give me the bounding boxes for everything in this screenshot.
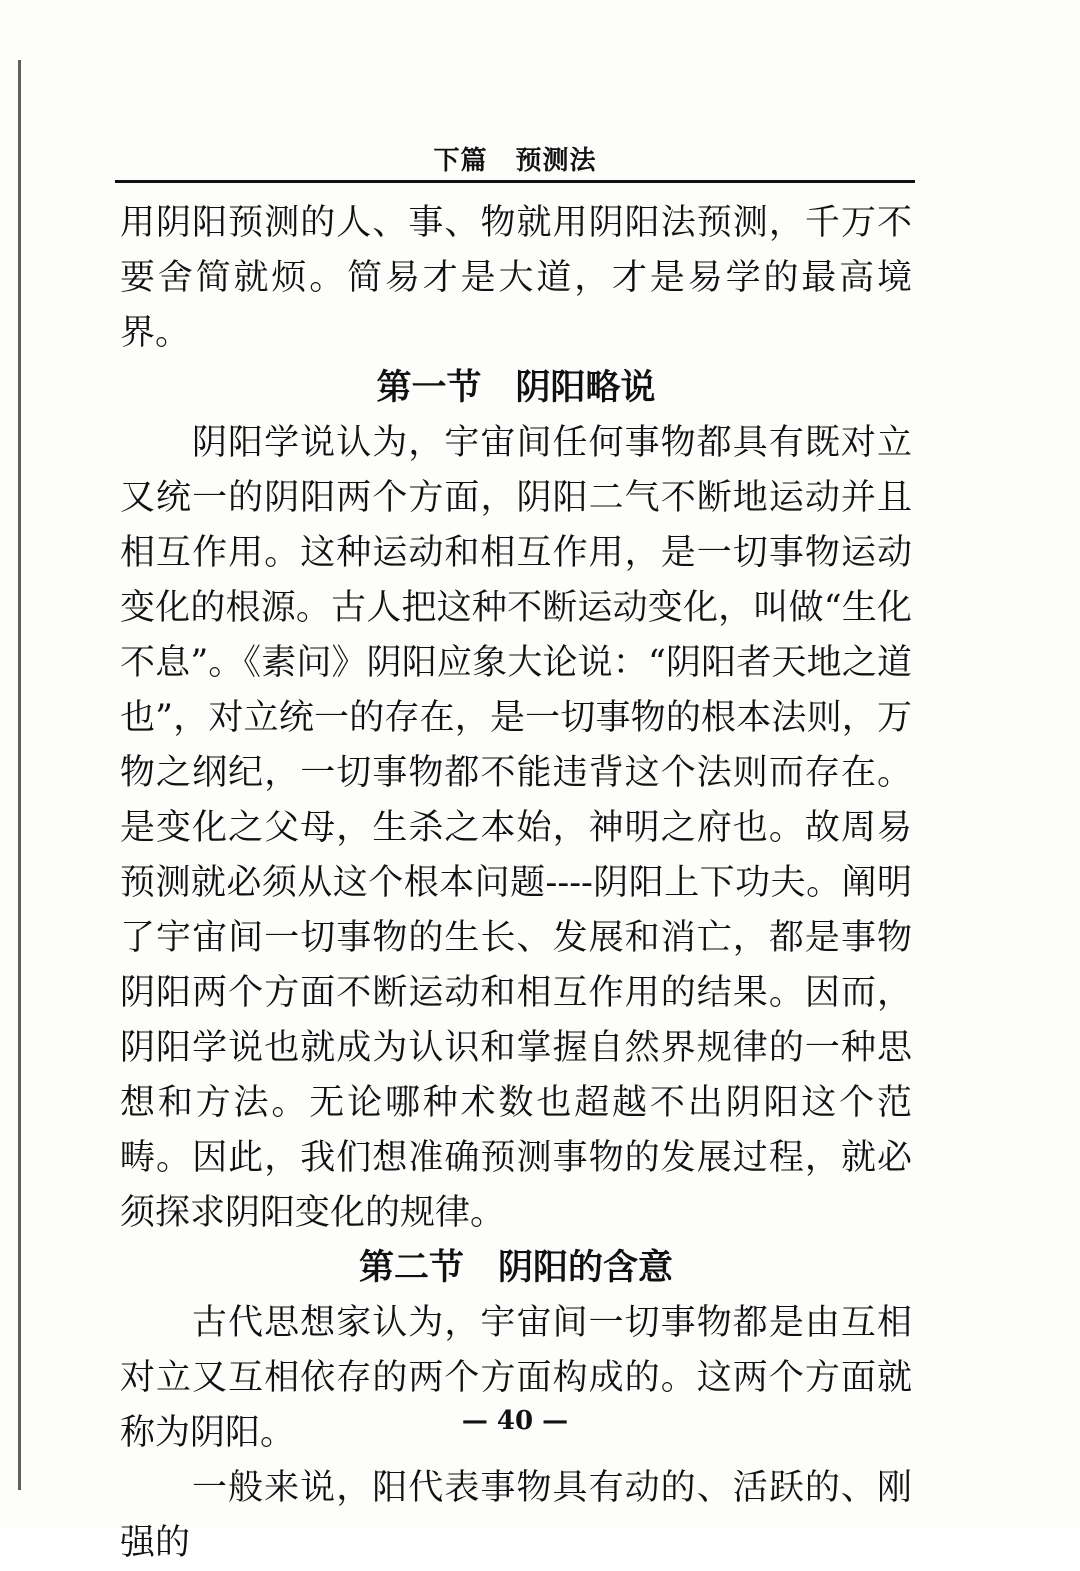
header-rule — [115, 180, 915, 183]
section-title: 阴阳略说 — [515, 368, 656, 408]
section-title: 阴阳的含意 — [498, 1248, 674, 1288]
binding-edge-line — [18, 60, 21, 1490]
page-body — [120, 196, 912, 1571]
section-heading-2 — [120, 1241, 912, 1296]
running-head-part: 下篇 — [433, 146, 488, 176]
page-number: — 40 — — [461, 1406, 569, 1436]
running-head — [115, 140, 915, 180]
section-number: 第一节 — [376, 368, 482, 408]
paragraph: 阴阳学说认为，宇宙间任何事物都具有既对立又统一的阴阳两个方面，阴阳二气不断地运动并且相互作用。这种运动和相互作用，是一切事物运动变化的根源。古人把这种不断运动变化，叫做“生化不息”。《素问》阴阳应象大论说：“阴阳者天地之道也”，对立统一的存在，是一切事物的根本法则，万物之纲纪，一切事物都不能违背这个法则而存在。是变化之父母，生杀之本始，神明之府也。故周易预测就必须从这个根本问题----阴阳上下功夫。阐明了宇宙间一切事物的生长、发展和消亡，都是事物阴阳两个方面不断运动和相互作用的结果。因而，阴阳学说也就成为认识和掌握自然界规律的一种思想和方法。无论哪种术数也超越不出阴阳这个范畴。因此，我们想准确预测事物的发展过程，就必须探求阴阳变化的规律。 — [120, 423, 912, 1233]
paragraph: 古代思想家认为，宇宙间一切事物都是由互相对立又互相依存的两个方面构成的。这两个方面就称为阴阳。 — [120, 1303, 912, 1453]
section-heading-1 — [120, 361, 912, 416]
running-head-chapter: 预测法 — [515, 146, 597, 176]
section-number: 第二节 — [358, 1248, 464, 1288]
paragraph-continued: 用阴阳预测的人、事、物就用阴阳法预测，千万不要舍简就烦。简易才是大道，才是易学的最高境界。 — [120, 203, 912, 353]
paragraph: 一般来说，阳代表事物具有动的、活跃的、刚强的 — [120, 1468, 912, 1563]
